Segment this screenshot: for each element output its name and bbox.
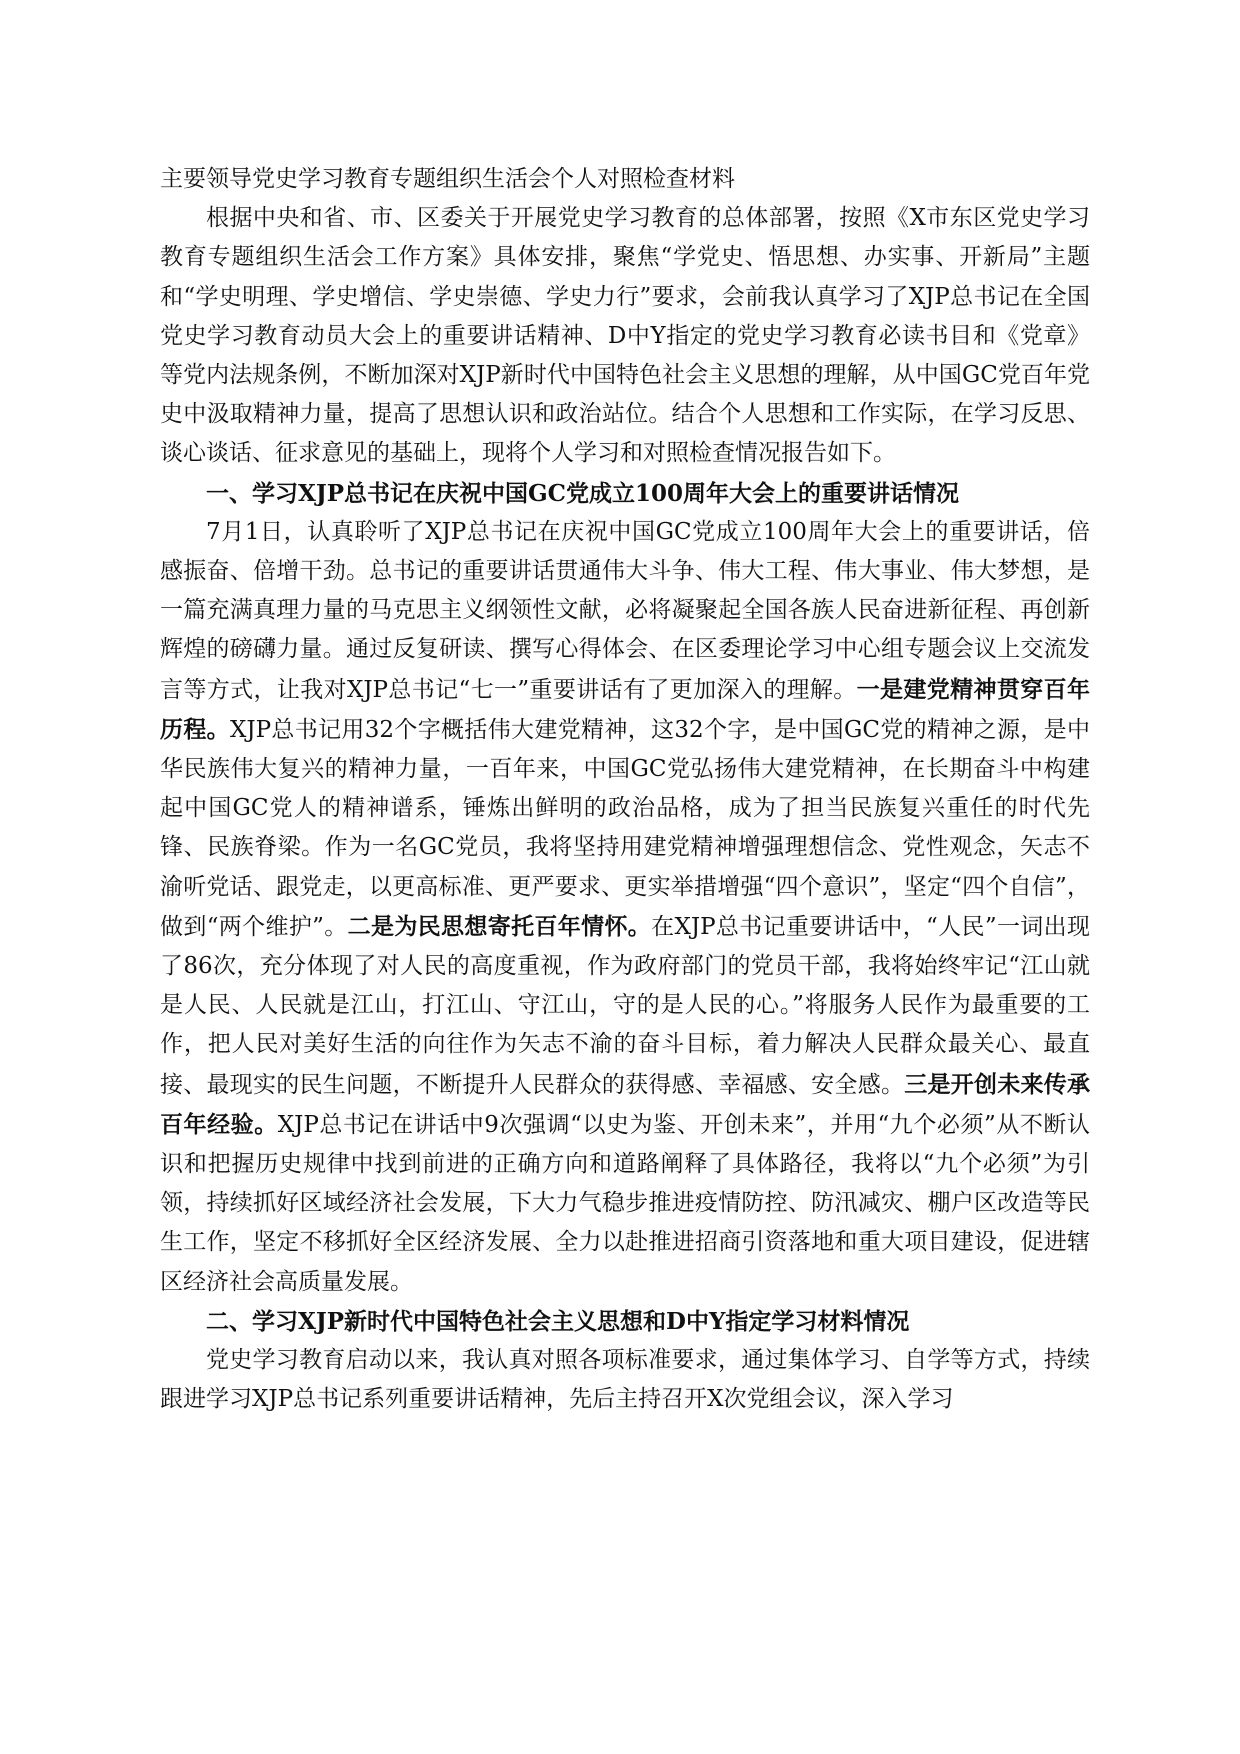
keypoint-2-label: 二是为民思想寄托百年情怀。	[347, 912, 652, 940]
section-2-paragraph: 党史学习教育启动以来，我认真对照各项标准要求，通过集体学习、自学等方式，持续跟进学习XJP总书记系列重要讲话精神，先后主持召开X次党组会议，深入学习	[160, 1347, 1090, 1413]
keypoint-1-label: 一是建党精神贯穿百年历程。	[160, 675, 1090, 743]
document-page	[160, 160, 1090, 1420]
keypoint-2-text: 在XJP总书记重要讲话中，“人民”一词出现了86次，充分体现了对人民的高度重视，作为政府部门的党员干部，我将始终牢记“江山就是人民、人民就是江山，打江山、守江山，守的是人民的心。”将服务人民作为最重要的工作，把人民对美好生活的向往作为矢志不渝的奋斗目标，着力解决人民群众最关心、最直接、最现实的民生问题，不断提升人民群众的获得感、幸福感、安全感。	[160, 913, 1090, 1098]
section-1-intro-text: 7月1日，认真聆听了XJP总书记在庆祝中国GC党成立100周年大会上的重要讲话，倍感振奋、倍增干劲。总书记的重要讲话贯通伟大斗争、伟大工程、伟大事业、伟大梦想，是一篇充满真理力量的马克思主义纲领性文献，必将凝聚起全国各族人民奋进新征程、再创新辉煌的磅礴力量。通过反复研读、撰写心得体会、在区委理论学习中心组专题会议上交流发言等方式，让我对XJP总书记“七一”重要讲话有了更加深入的理解。	[160, 518, 1090, 703]
keypoint-3-label: 三是开创未来传承百年经验。	[160, 1070, 1091, 1138]
section-1-heading: 一、学习XJP总书记在庆祝中国GC党成立100周年大会上的重要讲话情况	[206, 479, 959, 507]
section-1-paragraph	[160, 513, 1090, 1302]
keypoint-1-text: XJP总书记用32个字概括伟大建党精神，这32个字，是中国GC党的精神之源，是中华民族伟大复兴的精神力量，一百年来，中国GC党弘扬伟大建党精神，在长期奋斗中构建起中国GC党人的精神谱系，锤炼出鲜明的政治品格，成为了担当民族复兴重任的时代先锋、民族脊梁。作为一名GC党员，我将坚持用建党精神增强理想信念、党性观念，矢志不渝听党话、跟党走，以更高标准、更严要求、更实举措增强“四个意识”，坚定“四个自信”，做到“两个维护”。	[160, 716, 1091, 940]
keypoint-3-text: XJP总书记在讲话中9次强调“以史为鉴、开创未来”，并用“九个必须”从不断认识和把握历史规律中找到前进的正确方向和道路阐释了具体路径，我将以“九个必须”为引领，持续抓好区域经济社会发展，下大力气稳步推进疫情防控、防汛减灾、棚户区改造等民生工作，坚定不移抓好全区经济发展、全力以赴推进招商引资落地和重大项目建设，促进辖区经济社会高质量发展。	[160, 1111, 1090, 1295]
section-2-heading: 二、学习XJP新时代中国特色社会主义思想和D中Y指定学习材料情况	[206, 1307, 910, 1335]
intro-paragraph: 根据中央和省、市、区委关于开展党史学习教育的总体部署，按照《X市东区党史学习教育专题组织生活会工作方案》具体安排，聚焦“学党史、悟思想、办实事、开新局”主题和“学史明理、学史增信、学史崇德、学史力行”要求，会前我认真学习了XJP总书记在全国党史学习教育动员大会上的重要讲话精神、D中Y指定的党史学习教育必读书目和《党章》等党内法规条例，不断加深对XJP新时代中国特色社会主义思想的理解，从中国GC党百年党史中汲取精神力量，提高了思想认识和政治站位。结合个人思想和工作实际，在学习反思、谈心谈话、征求意见的基础上，现将个人学习和对照检查情况报告如下。	[160, 205, 1090, 467]
document-title: 主要领导党史学习教育专题组织生活会个人对照检查材料	[160, 166, 735, 192]
